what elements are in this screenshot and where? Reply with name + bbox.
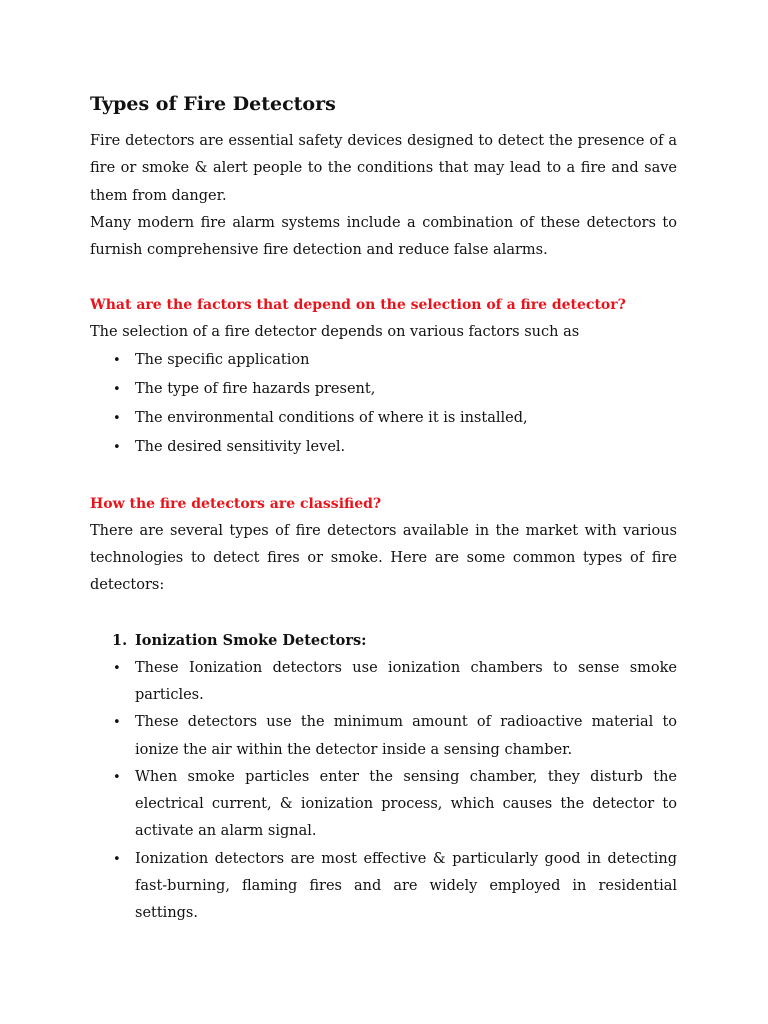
page-title: Types of Fire Detectors (90, 93, 336, 115)
list-item (90, 709, 677, 764)
classification-line: There are several types of fire detectors available in the market with various (90, 522, 677, 539)
list-item-line: settings. (135, 905, 198, 922)
list-item (90, 846, 677, 928)
list-item-line: activate an alarm signal. (135, 823, 317, 840)
intro-line: furnish comprehensive fire detection and reduce false alarms. (90, 242, 548, 259)
list-item-line: ionize the air within the detector inside a sensing chamber. (135, 741, 573, 758)
intro-paragraph-2 (90, 210, 677, 265)
bullet-icon: • (113, 410, 121, 426)
document-page (90, 84, 677, 928)
spacer (90, 264, 677, 291)
factors-list (90, 347, 677, 461)
list-item-line: particles. (135, 686, 204, 703)
list-item-line: electrical current, & ionization process, which causes the detector to (135, 796, 677, 813)
bullet-icon: • (113, 660, 121, 676)
spacer (90, 600, 677, 627)
classification-lead (90, 518, 677, 600)
intro-line: Many modern fire alarm systems include a combination of these detectors to (90, 214, 677, 231)
list-item (90, 347, 677, 374)
bullet-icon: • (113, 851, 121, 867)
list-item (90, 655, 677, 710)
factors-lead: The selection of a fire detector depends on various factors such as (90, 324, 580, 341)
list-item-line: When smoke particles enter the sensing chamber, they disturb the (135, 768, 677, 785)
classification-line: detectors: (90, 577, 165, 594)
classification-heading: How the fire detectors are classified? (90, 495, 382, 512)
intro-paragraph-1 (90, 128, 677, 210)
list-item (90, 405, 677, 432)
bullet-icon: • (113, 769, 121, 785)
list-item-text: The type of fire hazards present, (135, 380, 376, 397)
list-item (90, 434, 677, 461)
classification-line: technologies to detect fires or smoke. Here are some common types of fire (90, 550, 677, 567)
ionization-section-title (90, 627, 677, 655)
intro-line: fire or smoke & alert people to the conditions that may lead to a fire and save (90, 160, 677, 177)
list-item-line: These detectors use the minimum amount of radioactive material to (135, 714, 677, 731)
intro-line: them from danger. (90, 187, 227, 204)
spacer (90, 463, 677, 490)
list-item (90, 764, 677, 846)
bullet-icon: • (113, 381, 121, 397)
list-item-line: Ionization detectors are most effective & particularly good in detecting (135, 850, 677, 867)
list-item-line: fast-burning, flaming fires and are widely employed in residential (135, 877, 677, 894)
section-number: 1. (112, 631, 128, 649)
list-item-text: The desired sensitivity level. (135, 438, 346, 455)
bullet-icon: • (113, 352, 121, 368)
ionization-list (90, 655, 677, 928)
bullet-icon: • (113, 439, 121, 455)
list-item-line: These Ionization detectors use ionization chambers to sense smoke (135, 659, 677, 676)
list-item-text: The environmental conditions of where it is installed, (135, 409, 528, 426)
list-item-text: The specific application (135, 351, 310, 368)
bullet-icon: • (113, 715, 121, 731)
intro-line: Fire detectors are essential safety devices designed to detect the presence of a (90, 133, 677, 149)
section-title-text: Ionization Smoke Detectors: (135, 631, 367, 649)
list-item (90, 376, 677, 403)
factors-heading: What are the factors that depend on the selection of a fire detector? (90, 297, 626, 314)
